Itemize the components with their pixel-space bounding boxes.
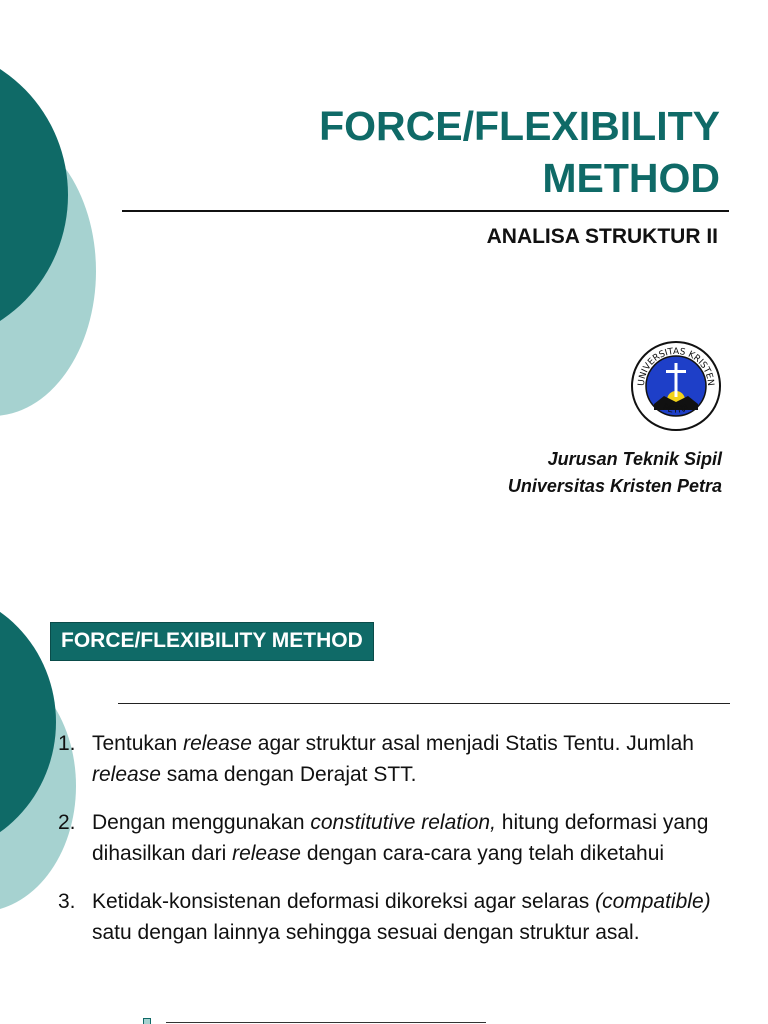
title-divider: [122, 210, 729, 212]
step-run: dengan cara-cara yang telah diketahui: [300, 842, 665, 865]
department-info: [508, 446, 722, 500]
department-name: Jurusan Teknik Sipil: [547, 449, 722, 469]
step-text: [92, 807, 718, 869]
bullet-marker: [143, 1018, 151, 1024]
seal-top-text: UNIVERSITAS KRISTEN: [636, 346, 716, 387]
step-run: Dengan menggunakan: [92, 811, 311, 834]
bottom-divider: [166, 1022, 486, 1023]
step-number: 1.: [58, 732, 76, 755]
step-item: [58, 807, 718, 869]
title-line-1: FORCE/FLEXIBILITY: [319, 103, 720, 149]
step-number: 2.: [58, 811, 76, 834]
section-divider: [118, 703, 730, 704]
seal-graphic: [630, 340, 722, 432]
title-line-2: METHOD: [542, 155, 720, 201]
seal-bottom-text: PETRA: [660, 402, 692, 416]
step-text: [92, 886, 718, 948]
steps-list: [58, 728, 718, 965]
step-emphasis: constitutive relation,: [310, 811, 496, 834]
step-run: Tentukan: [92, 732, 184, 755]
step-run: hitung deformasi yang dihasilkan dari: [92, 811, 709, 865]
step-run: satu dengan lainnya sehingga sesuai dengan struktur asal.: [92, 921, 640, 944]
step-item: [58, 728, 718, 790]
step-run: agar struktur asal menjadi Statis Tentu. Jumlah: [251, 732, 694, 755]
section-label: FORCE/FLEXIBILITY METHOD: [50, 622, 374, 661]
step-run: Ketidak-konsistenan deformasi dikoreksi agar selaras: [92, 890, 596, 913]
step-number: 3.: [58, 890, 76, 913]
step-text: [92, 728, 718, 790]
step-emphasis: release: [232, 842, 301, 865]
university-name: Universitas Kristen Petra: [507, 476, 722, 496]
step-run: sama dengan Derajat STT.: [160, 763, 417, 786]
step-item: [58, 886, 718, 948]
slide-title: [319, 100, 720, 204]
step-emphasis: release: [92, 763, 161, 786]
university-seal-icon: [630, 340, 722, 432]
course-subtitle: ANALISA STRUKTUR II: [486, 225, 718, 248]
step-emphasis: (compatible): [595, 890, 711, 913]
step-emphasis: release: [183, 732, 252, 755]
content-slide: [0, 560, 768, 1024]
